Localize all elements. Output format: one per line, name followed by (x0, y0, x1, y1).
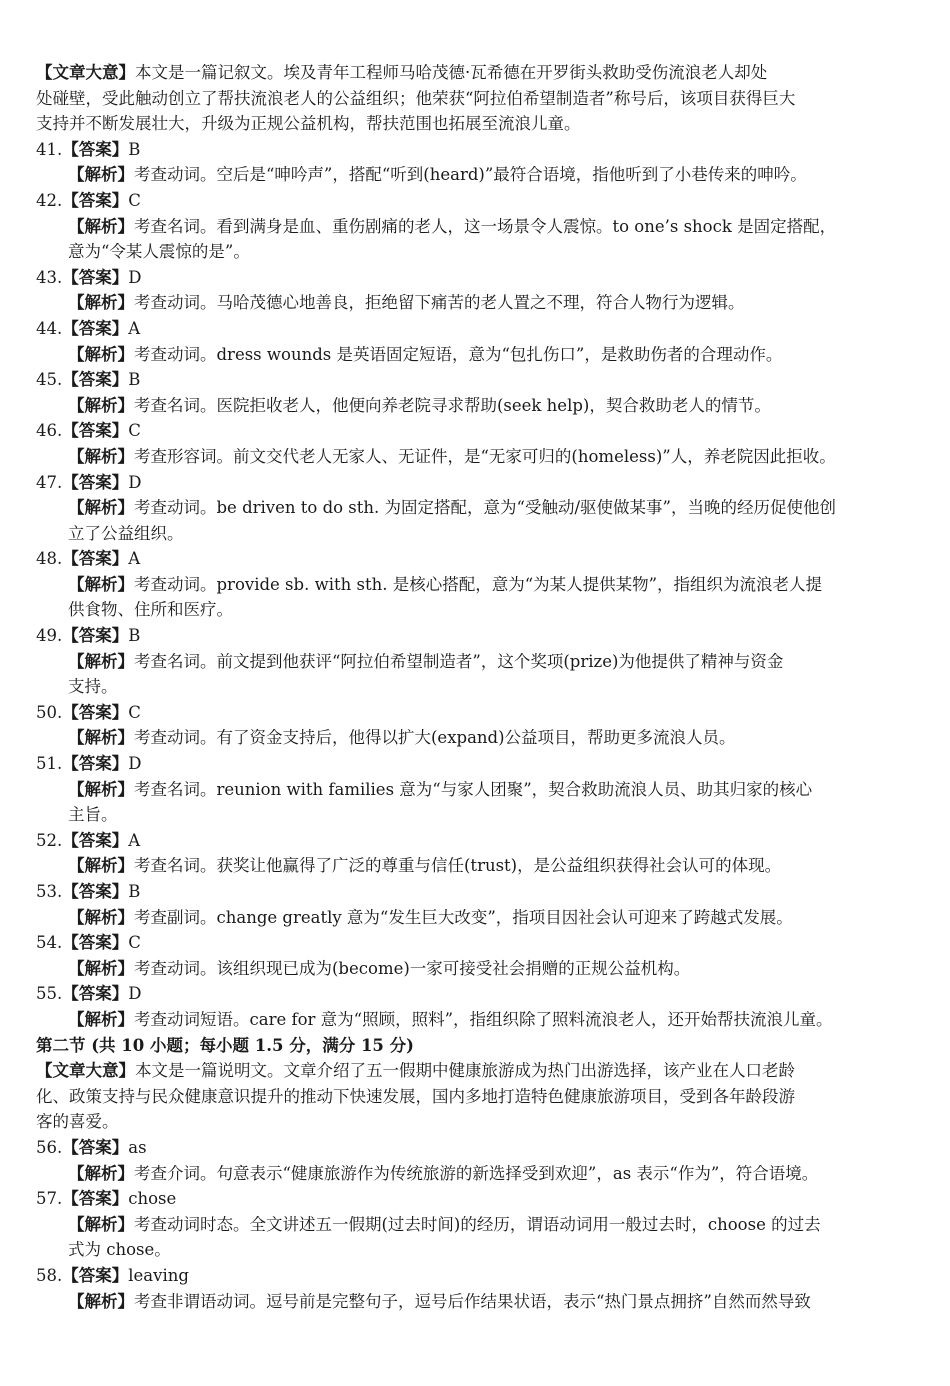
analysis-label: 【解析】 (68, 728, 134, 748)
answer-value: chose (128, 1189, 177, 1209)
answer-list-section1 (36, 137, 912, 1033)
analysis-text: 考查动词。dress wounds 是英语固定短语，意为“包扎伤口”，是救助伤者的合理动作。 (134, 344, 783, 364)
answer-line (36, 981, 912, 1007)
summary-text: 本文是一篇记叙文。埃及青年工程师马哈茂德·瓦希德在开罗街头救助受伤流浪老人却处 (135, 63, 768, 82)
question-number: 51. (36, 754, 63, 774)
analysis-text: 考查名词。前文提到他获评“阿拉伯希望制造者”，这个奖项(prize)为他提供了精神与资金 (134, 651, 784, 671)
question-number: 50. (36, 702, 63, 722)
analysis-label: 【解析】 (68, 856, 134, 876)
answer-line (36, 623, 912, 649)
answer-line (36, 700, 912, 726)
analysis-line (36, 495, 912, 521)
analysis-label: 【解析】 (68, 216, 134, 236)
question-number: 45. (36, 370, 63, 390)
question-number: 47. (36, 472, 63, 492)
analysis-text: 考查名词。获奖让他赢得了广泛的尊重与信任(trust)，是公益组织获得社会认可的体现。 (134, 856, 782, 876)
question-number: 49. (36, 626, 63, 646)
answer-label: 【答案】 (62, 370, 129, 390)
analysis-text: 考查非谓语动词。逗号前是完整句子，逗号后作结果状语，表示“热门景点拥挤”自然而然导致 (134, 1291, 811, 1311)
answer-line (36, 1186, 912, 1212)
summary-line (36, 60, 912, 86)
analysis-label: 【解析】 (68, 1214, 134, 1234)
answer-line (36, 879, 912, 905)
question-number: 58. (36, 1265, 63, 1285)
analysis-text: 考查名词。看到满身是血、重伤剧痛的老人，这一场景令人震惊。to one’s shock 是固定搭配， (134, 216, 837, 236)
answer-value: D (128, 754, 142, 774)
analysis-text: 考查动词。provide sb. with sth. 是核心搭配，意为“为某人提供某物”，指组织为流浪老人提 (134, 574, 823, 594)
analysis-line: 立了公益组织。 (68, 523, 184, 543)
answer-line (36, 137, 912, 163)
analysis-label: 【解析】 (68, 446, 134, 466)
analysis-line (36, 1289, 912, 1315)
question-number: 55. (36, 984, 63, 1004)
analysis-label: 【解析】 (68, 651, 134, 671)
answer-value: B (128, 882, 141, 901)
analysis-line (36, 725, 912, 751)
summary-line: 化、政策支持与民众健康意识提升的推动下快速发展，国内多地打造特色健康旅游项目，受到各年龄段游 (36, 1086, 795, 1106)
analysis-label: 【解析】 (68, 574, 134, 594)
analysis-line (36, 342, 912, 368)
answer-line (36, 546, 912, 572)
question-number: 41. (36, 139, 63, 159)
answer-value: A (128, 318, 141, 338)
answer-label: 【答案】 (62, 549, 129, 569)
analysis-label: 【解析】 (68, 293, 134, 313)
analysis-line: 式为 chose。 (68, 1240, 171, 1260)
analysis-line: 支持。 (68, 677, 118, 697)
question-number: 48. (36, 549, 63, 569)
answer-value: B (128, 139, 141, 159)
analysis-line (36, 572, 912, 598)
analysis-line (36, 1212, 912, 1238)
analysis-line (36, 444, 912, 470)
summary-label: 【文章大意】 (36, 1061, 135, 1081)
answer-label: 【答案】 (62, 702, 129, 722)
answer-value: as (128, 1137, 147, 1157)
analysis-text: 考查动词。马哈茂德心地善良，拒绝留下痛苦的老人置之不理，符合人物行为逻辑。 (134, 293, 745, 313)
analysis-label: 【解析】 (68, 958, 134, 978)
analysis-line: 主旨。 (68, 805, 118, 825)
answer-value: C (128, 421, 141, 441)
analysis-label: 【解析】 (68, 907, 134, 927)
answer-line (36, 470, 912, 496)
answer-line (36, 930, 912, 956)
answer-label: 【答案】 (62, 1137, 129, 1157)
answer-label: 【答案】 (62, 472, 129, 492)
answer-line (36, 265, 912, 291)
question-number: 44. (36, 318, 63, 338)
answer-value: D (128, 984, 142, 1004)
answer-line (36, 1135, 912, 1161)
analysis-label: 【解析】 (68, 395, 134, 415)
analysis-line (36, 214, 912, 240)
analysis-label: 【解析】 (68, 779, 134, 799)
answer-label: 【答案】 (62, 754, 129, 774)
analysis-line (36, 956, 912, 982)
analysis-text: 考查动词。be driven to do sth. 为固定搭配，意为“受触动/驱使做某事”，当晚的经历促使他创 (134, 498, 836, 518)
answer-value: A (128, 830, 141, 850)
answer-list-section2 (36, 1135, 912, 1314)
section2-heading: 第二节 (共 10 小题；每小题 1.5 分，满分 15 分) (36, 1035, 414, 1055)
answer-label: 【答案】 (62, 139, 129, 159)
question-number: 43. (36, 267, 63, 287)
analysis-label: 【解析】 (68, 1163, 134, 1183)
summary-label: 【文章大意】 (36, 63, 135, 82)
answer-value: D (128, 472, 142, 492)
answer-label: 【答案】 (62, 421, 129, 441)
question-number: 42. (36, 190, 63, 210)
answer-label: 【答案】 (62, 882, 129, 901)
question-number: 57. (36, 1189, 63, 1209)
answer-label: 【答案】 (62, 318, 129, 338)
answer-label: 【答案】 (62, 830, 129, 850)
analysis-line (36, 393, 912, 419)
answer-value: B (128, 626, 141, 646)
summary-line: 客的喜爱。 (36, 1112, 119, 1132)
answer-label: 【答案】 (62, 1265, 129, 1285)
answer-line (36, 316, 912, 342)
summary-text: 本文是一篇说明文。文章介绍了五一假期中健康旅游成为热门出游选择，该产业在人口老龄 (135, 1061, 795, 1081)
question-number: 54. (36, 933, 63, 953)
analysis-line (36, 905, 912, 931)
answer-line (36, 1263, 912, 1289)
analysis-line (36, 853, 912, 879)
answer-line (36, 418, 912, 444)
answer-line (36, 828, 912, 854)
analysis-line (36, 290, 912, 316)
analysis-text: 考查动词。有了资金支持后，他得以扩大(expand)公益项目，帮助更多流浪人员。 (134, 728, 736, 748)
answer-value: C (128, 190, 141, 210)
analysis-text: 考查副词。change greatly 意为“发生巨大改变”，指项目因社会认可迎来了跨越式发展。 (134, 907, 793, 927)
analysis-line (36, 649, 912, 675)
answer-value: A (128, 549, 141, 569)
answer-label: 【答案】 (62, 626, 129, 646)
answer-line (36, 367, 912, 393)
summary-line (36, 1058, 912, 1084)
analysis-text: 考查介词。句意表示“健康旅游作为传统旅游的新选择受到欢迎”，as 表示“作为”，符合语境。 (134, 1163, 819, 1183)
analysis-text: 考查动词短语。care for 意为“照顾，照料”，指组织除了照料流浪老人，还开始帮扶流浪儿童。 (134, 1009, 833, 1029)
analysis-line (36, 1161, 912, 1187)
question-number: 52. (36, 830, 63, 850)
answer-label: 【答案】 (62, 1189, 129, 1209)
summary-line: 支持并不断发展壮大，升级为正规公益机构，帮扶范围也拓展至流浪儿童。 (36, 114, 581, 134)
analysis-line (36, 777, 912, 803)
analysis-text: 考查动词。该组织现已成为(become)一家可接受社会捐赠的正规公益机构。 (134, 958, 691, 978)
analysis-text: 考查名词。reunion with families 意为“与家人团聚”，契合救助流浪人员、助其归家的核心 (134, 779, 813, 799)
analysis-text: 考查名词。医院拒收老人，他便向养老院寻求帮助(seek help)，契合救助老人的情节。 (134, 395, 771, 415)
answer-label: 【答案】 (62, 984, 129, 1004)
question-number: 46. (36, 421, 63, 441)
analysis-line (36, 1007, 912, 1033)
answer-value: leaving (128, 1265, 189, 1285)
answer-label: 【答案】 (62, 190, 129, 210)
answer-label: 【答案】 (62, 933, 129, 953)
analysis-label: 【解析】 (68, 498, 134, 518)
answer-label: 【答案】 (62, 267, 129, 287)
answer-value: C (128, 702, 141, 722)
analysis-line: 意为“令某人震惊的是”。 (68, 242, 250, 262)
answer-line (36, 188, 912, 214)
analysis-label: 【解析】 (68, 1009, 134, 1029)
question-number: 56. (36, 1137, 63, 1157)
analysis-label: 【解析】 (68, 165, 134, 185)
analysis-line: 供食物、住所和医疗。 (68, 600, 233, 620)
question-number: 53. (36, 882, 63, 901)
analysis-text: 考查形容词。前文交代老人无家人、无证件，是“无家可归的(homeless)”人，养老院因此拒收。 (134, 446, 836, 466)
analysis-line (36, 162, 912, 188)
summary-line: 处碰壁，受此触动创立了帮扶流浪老人的公益组织；他荣获“阿拉伯希望制造者”称号后，该项目获得巨大 (36, 88, 796, 108)
analysis-label: 【解析】 (68, 344, 134, 364)
analysis-text: 考查动词时态。全文讲述五一假期(过去时间)的经历，谓语动词用一般过去时，choose 的过去 (134, 1214, 821, 1234)
answer-value: D (128, 267, 142, 287)
analysis-text: 考查动词。空后是“呻吟声”，搭配“听到(heard)”最符合语境，指他听到了小巷传来的呻吟。 (134, 165, 807, 185)
analysis-label: 【解析】 (68, 1291, 134, 1311)
answer-value: C (128, 933, 141, 953)
answer-value: B (128, 370, 141, 390)
answer-line (36, 751, 912, 777)
